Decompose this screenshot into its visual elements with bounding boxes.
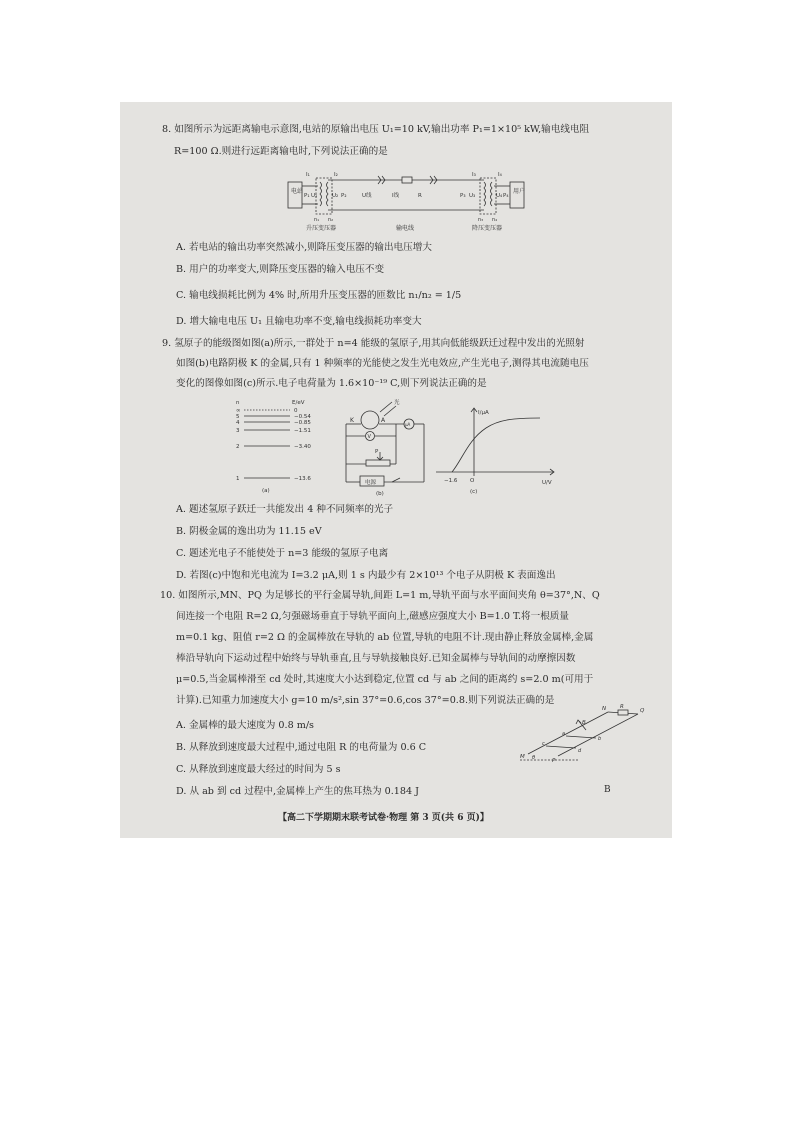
svg-text:U₁: U₁ [311,193,318,199]
e-header: E/eV [292,400,305,406]
q9-option-d: D. 若图(c)中饱和光电流为 I=3.2 μA,则 1 s 内最少有 2×10¹³ 个电子从阴极 K 表面逸出 [176,570,556,581]
svg-text:∞: ∞ [236,408,241,414]
anode-label: A [381,417,386,424]
svg-text:I线: I线 [392,193,400,199]
resistor-r [618,710,628,715]
svg-text:3: 3 [236,428,240,434]
q9-energy-level-diagram [232,396,326,496]
q10-stem-line4: 棒沿导轨向下运动过程中始终与导轨垂直,且与导轨接触良好.已知金属棒与导轨间的动摩擦因数 [176,653,576,664]
svg-text:P₁: P₁ [304,193,310,199]
svg-text:2: 2 [236,444,240,450]
svg-text:I₃: I₃ [472,172,476,178]
x-axis-label: U/V [542,480,552,486]
svg-text:P₂: P₂ [341,193,347,199]
y-axis-label: I/μA [478,410,489,416]
q9-stem-line2: 如图(b)电路阴极 K 的金属,只有 1 种频率的光能使之发生光电效应,产生光电子,测得其电流随电压 [176,358,589,369]
svg-text:−3.40: −3.40 [294,444,311,450]
svg-text:−0.54: −0.54 [294,414,311,420]
q10-option-d: D. 从 ab 到 cd 过程中,金属棒上产生的焦耳热为 0.184 J [176,786,419,797]
bar-ab [566,736,596,738]
svg-text:Q: Q [640,708,645,714]
q9-stem-line3: 变化的图像如图(c)所示.电子电荷量为 1.6×10⁻¹⁹ C,则下列说法正确的是 [176,378,487,389]
phototube [361,411,379,429]
svg-text:n₄: n₄ [492,217,498,223]
q10-option-c: C. 从释放到速度最大经过的时间为 5 s [176,764,341,775]
page-footer: 【高二下学期期末联考试卷·物理 第 3 页(共 6 页)】 [278,813,489,823]
q8-option-c: C. 输电线损耗比例为 4% 时,所用升压变压器的匝数比 n₁/n₂ = 1/5 [176,290,462,301]
source-label: 电源 [365,480,377,486]
svg-text:P: P [552,758,556,764]
caption-b: (b) [376,491,384,496]
svg-text:I₄: I₄ [498,172,502,178]
q8-option-b: B. 用户的功率变大,则降压变压器的输入电压不变 [176,264,385,275]
svg-text:n₂: n₂ [328,217,334,223]
user-label: 用户 [513,188,526,195]
user-box [510,182,524,208]
svg-text:M: M [520,754,525,760]
q8-transmission-diagram [284,168,530,232]
q8-stem-line1: 8. 如图所示为远距离输电示意图,电站的原输出电压 U₁=10 kV,输出功率 P₁=1×10⁵ kW,输电线电阻 [162,124,590,135]
svg-text:0: 0 [294,408,298,414]
svg-text:θ: θ [532,755,536,761]
microammeter-label: μA [405,422,411,427]
svg-text:I₁: I₁ [306,172,310,178]
svg-text:a: a [562,731,566,737]
svg-text:U₂: U₂ [332,193,339,199]
iu-curve-line [452,418,540,472]
q10-stem-line5: μ=0.5,当金属棒滑至 cd 处时,其速度大小达到稳定,位置 cd 与 ab 之间的距离约 s=2.0 m(可用于 [176,674,594,685]
voltmeter-label: V [367,434,371,440]
svg-text:n₃: n₃ [478,217,484,223]
svg-text:1: 1 [236,476,240,482]
q10-stem-line6: 计算).已知重力加速度大小 g=10 m/s²,sin 37°=0.6,cos 37°=0.8.则下列说法正确的是 [176,695,555,706]
svg-text:−0.85: −0.85 [294,420,311,426]
svg-text:5: 5 [236,414,240,420]
svg-text:−13.6: −13.6 [294,476,311,482]
svg-text:R: R [620,704,624,710]
caption-a: (a) [262,488,270,494]
exam-page [120,102,672,838]
svg-text:N: N [602,706,607,712]
q9-stem-line1: 9. 氢原子的能级图如图(a)所示,一群处于 n=4 能级的氢原子,用其向低能级跃迁过程中发出的光照射 [162,338,585,349]
svg-text:d: d [578,748,582,754]
svg-text:I₂: I₂ [334,172,338,178]
svg-text:U线: U线 [362,193,372,199]
step-down-label: 降压变压器 [472,225,503,232]
station-box [288,182,302,208]
station-label: 电站 [291,188,304,195]
svg-text:n₁: n₁ [314,217,320,223]
q9-option-c: C. 题述光电子不能使处于 n=3 能级的氢原子电离 [176,548,389,559]
q10-option-a: A. 金属棒的最大速度为 0.8 m/s [176,720,314,731]
step-up-label: 升压变压器 [306,225,337,232]
q8-option-d: D. 增大输电电压 U₁ 且输电功率不变,输电线损耗功率变大 [176,316,422,327]
slider-label: P [375,449,379,455]
q9-photoelectric-circuit [336,398,428,496]
origin-label: O [470,478,475,484]
cathode-label: K [350,417,354,424]
svg-text:U₃: U₃ [469,193,476,199]
svg-text:P₃: P₃ [460,193,466,199]
q8-option-a: A. 若电站的输出功率突然减小,则降压变压器的输出电压增大 [176,242,432,253]
q10-stem-line1: 10. 如图所示,MN、PQ 为足够长的平行金属导轨,间距 L=1 m,导轨平面与水平面间夹角 θ=37°,N、Q [160,590,600,601]
q9-option-a: A. 题述氢原子跃迁一共能发出 4 种不同频率的光子 [176,504,394,515]
q10-rail-diagram [518,702,646,764]
svg-text:−1.51: −1.51 [294,428,311,434]
version-mark: B [604,785,611,795]
rail-pq [558,714,638,756]
svg-text:c: c [542,741,545,747]
caption-c: (c) [470,489,478,495]
q9-iu-curve [430,400,560,496]
q9-option-b: B. 阴极金属的逸出功为 11.15 eV [176,526,322,537]
svg-text:b: b [598,736,602,742]
x-tick-label: −1.6 [444,478,458,484]
line-label: 输电线 [396,225,415,232]
light-label: 光 [394,400,400,406]
svg-text:P₄: P₄ [503,193,509,199]
rheostat [366,460,390,466]
svg-text:R: R [418,193,422,199]
q8-stem-line2: R=100 Ω.则进行远距离输电时,下列说法正确的是 [174,146,388,157]
q10-stem-line3: m=0.1 kg、阻值 r=2 Ω 的金属棒放在导轨的 ab 位置,导轨的电阻不计.现由静止释放金属棒,金属 [176,632,594,643]
svg-text:U₄: U₄ [496,193,503,199]
q10-stem-line2: 间连接一个电阻 R=2 Ω,匀强磁场垂直于导轨平面向上,磁感应强度大小 B=1.0 T.将一根质量 [176,611,569,622]
q10-option-b: B. 从释放到速度最大过程中,通过电阻 R 的电荷量为 0.6 C [176,742,427,753]
n-header: n [236,400,240,406]
svg-text:4: 4 [236,420,240,426]
bar-cd [546,746,576,748]
svg-text:B: B [582,720,586,726]
